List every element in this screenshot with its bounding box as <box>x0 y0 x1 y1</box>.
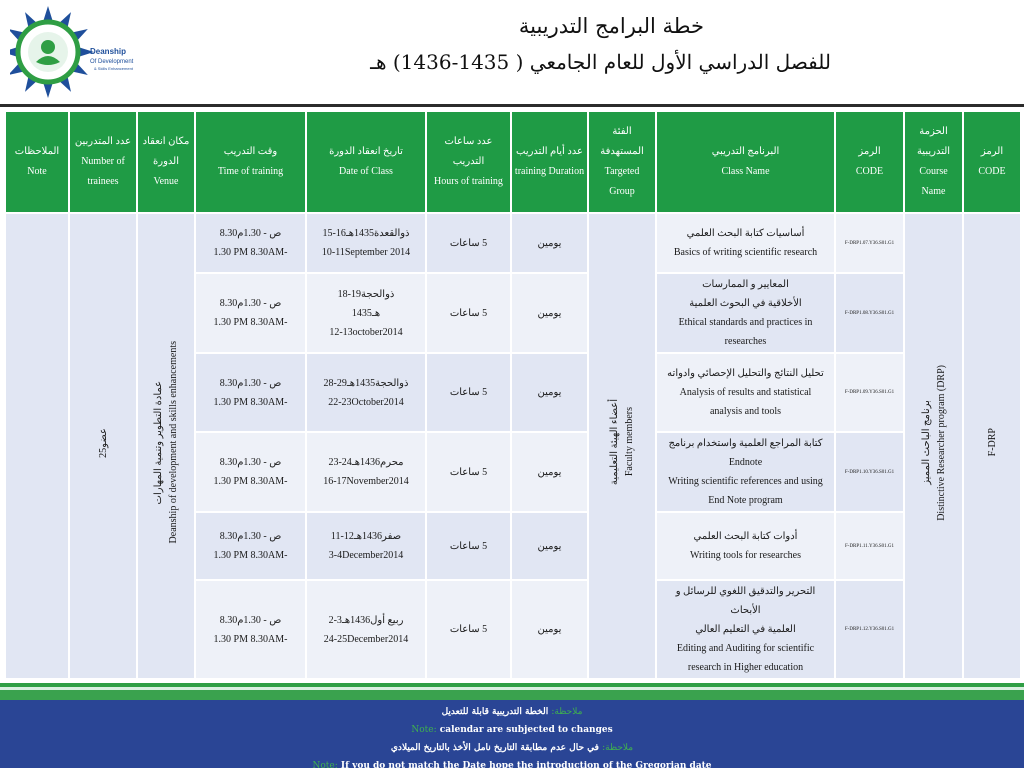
time-cell: 8.30ص - 1.30م 1.30 PM 8.30AM- <box>195 213 306 273</box>
col-header-venue: مكان انعقاد الدورة Venue <box>137 111 195 213</box>
class-name-cell: المعايير و الممارسات الأخلاقية في البحوث العلمية Ethical standards and practices in researches <box>656 273 835 353</box>
hours-cell: 5 ساعات <box>426 432 511 512</box>
course-name-cell: برنامج الباحث المميز Distinctive Researcher program (DRP) <box>904 213 963 679</box>
date-cell: 23-24محرم1436هـ 16-17November2014 <box>306 432 426 512</box>
hours-cell: 5 ساعات <box>426 580 511 679</box>
date-cell: 2-3ربيع أول1436هـ 24-25December2014 <box>306 580 426 679</box>
logo-text-line2: Of Development <box>90 59 134 65</box>
class-name-cell: أدوات كتابة البحث العلمي Writing tools for researches <box>656 512 835 580</box>
logo-emblem-icon <box>10 2 160 102</box>
note-cell <box>5 213 69 679</box>
time-cell: 8.30ص - 1.30م 1.30 PM 8.30AM- <box>195 432 306 512</box>
venue-cell: عمادة التطوير وتنمية المهارات Deanship of development and skills enhancements <box>137 213 195 679</box>
days-cell: يومين <box>511 512 588 580</box>
date-cell: 15-16ذوالقعدة1435هـ 10-11September 2014 <box>306 213 426 273</box>
time-cell: 8.30ص - 1.30م 1.30 PM 8.30AM- <box>195 273 306 353</box>
days-cell: يومين <box>511 213 588 273</box>
target-group-cell: أعضاء الهيئة التعليمية Faculty members <box>588 213 656 679</box>
class-name-cell: كتابة المراجع العلمية واستخدام برنامج Endnote Writing scientific references and using End Note program <box>656 432 835 512</box>
class-name-cell: التحرير والتدقيق اللغوي للرسائل و الأبحاث العلمية في التعليم العالي Editing and Auditing for scientific research in Higher education <box>656 580 835 679</box>
footer-notes <box>0 683 1024 771</box>
days-cell: يومين <box>511 432 588 512</box>
date-cell: 28-29ذوالحجة1435هـ 22-23October2014 <box>306 353 426 432</box>
training-plan-table <box>4 110 1022 680</box>
col-header-trainees: عدد المتدربين Number of trainees <box>69 111 137 213</box>
hours-cell: 5 ساعات <box>426 353 511 432</box>
time-cell: 8.30ص - 1.30م 1.30 PM 8.30AM- <box>195 353 306 432</box>
col-header-code: الرمز CODE <box>835 111 904 213</box>
col-header-package-code: الرمز CODE <box>963 111 1021 213</box>
col-header-time: وقت التدريب Time of training <box>195 111 306 213</box>
col-header-date: تاريخ انعقاد الدورة Date of Class <box>306 111 426 213</box>
class-name-cell: أساسيات كتابة البحث العلمي Basics of writing scientific research <box>656 213 835 273</box>
class-code-cell: F-DRP1.07.Y36.S01.G1 <box>835 213 904 273</box>
footer-note-ar-2: ملاحظة: في حال عدم مطابقة التاريخ نامل الأخذ بالتاريخ الميلادي <box>390 743 634 753</box>
hours-cell: 5 ساعات <box>426 512 511 580</box>
trainees-cell: 25عضو <box>69 213 137 679</box>
time-cell: 8.30ص - 1.30م 1.30 PM 8.30AM- <box>195 512 306 580</box>
table-row <box>5 213 1021 273</box>
package-code-cell: F-DRP <box>963 213 1021 679</box>
time-cell: 8.30ص - 1.30م 1.30 PM 8.30AM- <box>195 580 306 679</box>
page-subtitle: للفصل الدراسي الأول للعام الجامعي ( 1435-1436) هـ <box>370 50 831 74</box>
col-header-note: الملاحظات Note <box>5 111 69 213</box>
date-cell: 18-19ذوالحجة 1435هـ 12-13october2014 <box>306 273 426 353</box>
page-title: خطة البرامج التدريبية <box>518 14 704 38</box>
col-header-target-group: الفئة المستهدفة Targeted Group <box>588 111 656 213</box>
days-cell: يومين <box>511 580 588 679</box>
logo-text-line1: Deanship <box>90 47 127 56</box>
col-header-hours: عدد ساعات التدريب Hours of training <box>426 111 511 213</box>
col-header-duration: عدد أيام التدريب training Duration <box>511 111 588 213</box>
days-cell: يومين <box>511 353 588 432</box>
class-code-cell: F-DRP1.09.Y36.S01.G1 <box>835 353 904 432</box>
footer-note-ar-1: ملاحظة: الخطة التدريبية قابلة للتعديل <box>441 707 583 717</box>
hours-cell: 5 ساعات <box>426 273 511 353</box>
class-name-cell: تحليل النتائج والتحليل الإحصائي وادواته Analysis of results and statistical analysis and tools <box>656 353 835 432</box>
deanship-logo <box>10 2 160 102</box>
col-header-class-name: البرنامج التدريبي Class Name <box>656 111 835 213</box>
class-code-cell: F-DRP1.10.Y36.S01.G1 <box>835 432 904 512</box>
date-cell: 11-12صفر1436هـ 3-4December2014 <box>306 512 426 580</box>
class-code-cell: F-DRP1.08.Y36.S01.G1 <box>835 273 904 353</box>
class-code-cell: F-DRP1.11.Y36.S01.G1 <box>835 512 904 580</box>
days-cell: يومين <box>511 273 588 353</box>
class-code-cell: F-DRP1.12.Y36.S01.G1 <box>835 580 904 679</box>
hours-cell: 5 ساعات <box>426 213 511 273</box>
col-header-course-name: الحزمة التدريبية Course Name <box>904 111 963 213</box>
header-divider <box>0 104 1024 107</box>
footer-stripe <box>0 690 1024 700</box>
logo-text-line3: & Skills Enhancement <box>94 66 133 71</box>
table-header-row <box>5 111 1021 213</box>
footer-note-en-2: Note: If you do not match the Date hope the introduction of the Gregorian date <box>312 761 712 771</box>
footer-note-en-1: Note: calendar are subjected to changes <box>411 725 613 735</box>
